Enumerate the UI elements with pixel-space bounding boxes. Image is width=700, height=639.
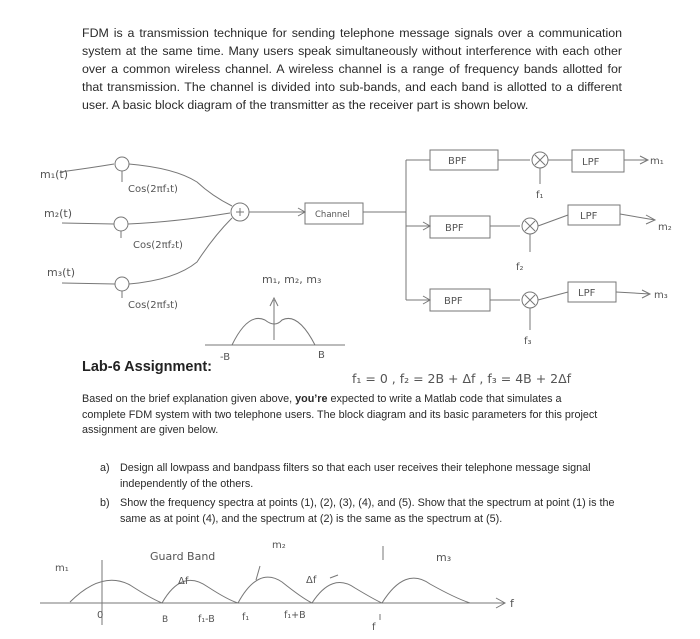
spectrum-right-label: B <box>318 350 325 361</box>
assignment-description <box>82 392 602 439</box>
channel-label: Channel <box>315 210 350 220</box>
bottom-m2-label: m₂ <box>272 540 286 551</box>
bpf-1-label: BPF <box>448 156 467 167</box>
assignment-heading: Lab-6 Assignment: <box>82 359 212 375</box>
assignment-list <box>100 461 620 531</box>
list-marker: a) <box>100 462 110 474</box>
tx-input-line-1 <box>60 164 114 172</box>
desc-after: expected to write a Matlab code that simulates a complete FDM system with two telephone users. The block diagram and its basic parameters for this project assignment are given below. <box>82 393 598 437</box>
rx-output-m3-label: m₃ <box>654 290 668 301</box>
bottom-m3-label: m₃ <box>436 551 452 564</box>
desc-before: Based on the brief explanation given above, <box>82 393 296 405</box>
tx-carrier-2-label: Cos(2πf₂t) <box>133 240 183 251</box>
tick-f1-plus-b: f₁+B <box>284 610 306 621</box>
tick-f: f <box>372 622 376 633</box>
tx-mixer-1 <box>115 157 129 171</box>
lpf-2-label: LPF <box>580 211 598 222</box>
bottom-f-axis-label: f <box>510 597 514 610</box>
bpf-3-label: BPF <box>444 296 463 307</box>
rx-carrier-f3-label: f₃ <box>524 336 532 347</box>
tick-f1: f₁ <box>242 612 250 623</box>
list-item <box>100 496 620 527</box>
tick-f1-minus-b: f₁-B <box>198 614 215 625</box>
desc-bold: you’re <box>295 393 328 405</box>
bpf-2-label: BPF <box>445 223 464 234</box>
rx-carrier-f1-label: f₁ <box>536 190 544 201</box>
spectrum-label: m₁, m₂, m₃ <box>262 273 322 286</box>
list-text: Design all lowpass and bandpass filters so that each user receives their telephone message signal independently of the others. <box>120 462 591 490</box>
tx-mixer-3 <box>115 277 129 291</box>
rx-carrier-f2-label: f₂ <box>516 262 524 273</box>
lpf-3-label: LPF <box>578 288 596 299</box>
rx-output-m2-label: m₂ <box>658 222 672 233</box>
bottom-spectrum <box>70 577 470 603</box>
tx-carrier-3-label: Cos(2πf₃t) <box>128 300 178 311</box>
delta-f-right-label: Δf <box>306 575 317 586</box>
intro-paragraph: FDM is a transmission technique for sending telephone message signals over a communication system at the same time. Many users speak simultaneously without interference with each other over a common wireless channel. A wireless channel is a range of frequency bands allotted for that transmission. The channel is divided into sub-bands, and each band is allotted to a different user. A basic block diagram of the transmitter as the receiver part is shown below. <box>82 26 622 112</box>
tx-input-m2-label: m₂(t) <box>44 207 73 220</box>
tx-input-line-2 <box>62 223 114 224</box>
list-item <box>100 461 620 492</box>
tx-mixer-2 <box>114 217 128 231</box>
tx-carrier-1-label: Cos(2πf₁t) <box>128 184 178 195</box>
rx-output-m1-label: m₁ <box>650 156 664 167</box>
bottom-m1-label: m₁ <box>55 563 69 574</box>
lpf-1-label: LPF <box>582 157 600 168</box>
guard-band-label: Guard Band <box>150 550 216 563</box>
delta-f-left-label: Δf <box>178 576 189 587</box>
tick-zero: 0 <box>97 610 104 621</box>
tick-b: B <box>162 615 169 625</box>
tx-input-m3-label: m₃(t) <box>47 266 76 279</box>
tx-input-line-3 <box>62 283 115 284</box>
list-text: Show the frequency spectra at points (1), (2), (3), (4), and (5). Show that the spectrum at point (1) is the same as at point (4), and the spectrum at (2) is the same as the spectrum at (5). <box>120 497 615 525</box>
frequency-equation: f₁ = 0 , f₂ = 2B + Δf , f₃ = 4B + 2Δf <box>352 371 572 386</box>
list-marker: b) <box>100 497 110 510</box>
tx-input-m1-label: m₁(t) <box>40 168 69 181</box>
spectrum-left-label: -B <box>220 352 231 363</box>
